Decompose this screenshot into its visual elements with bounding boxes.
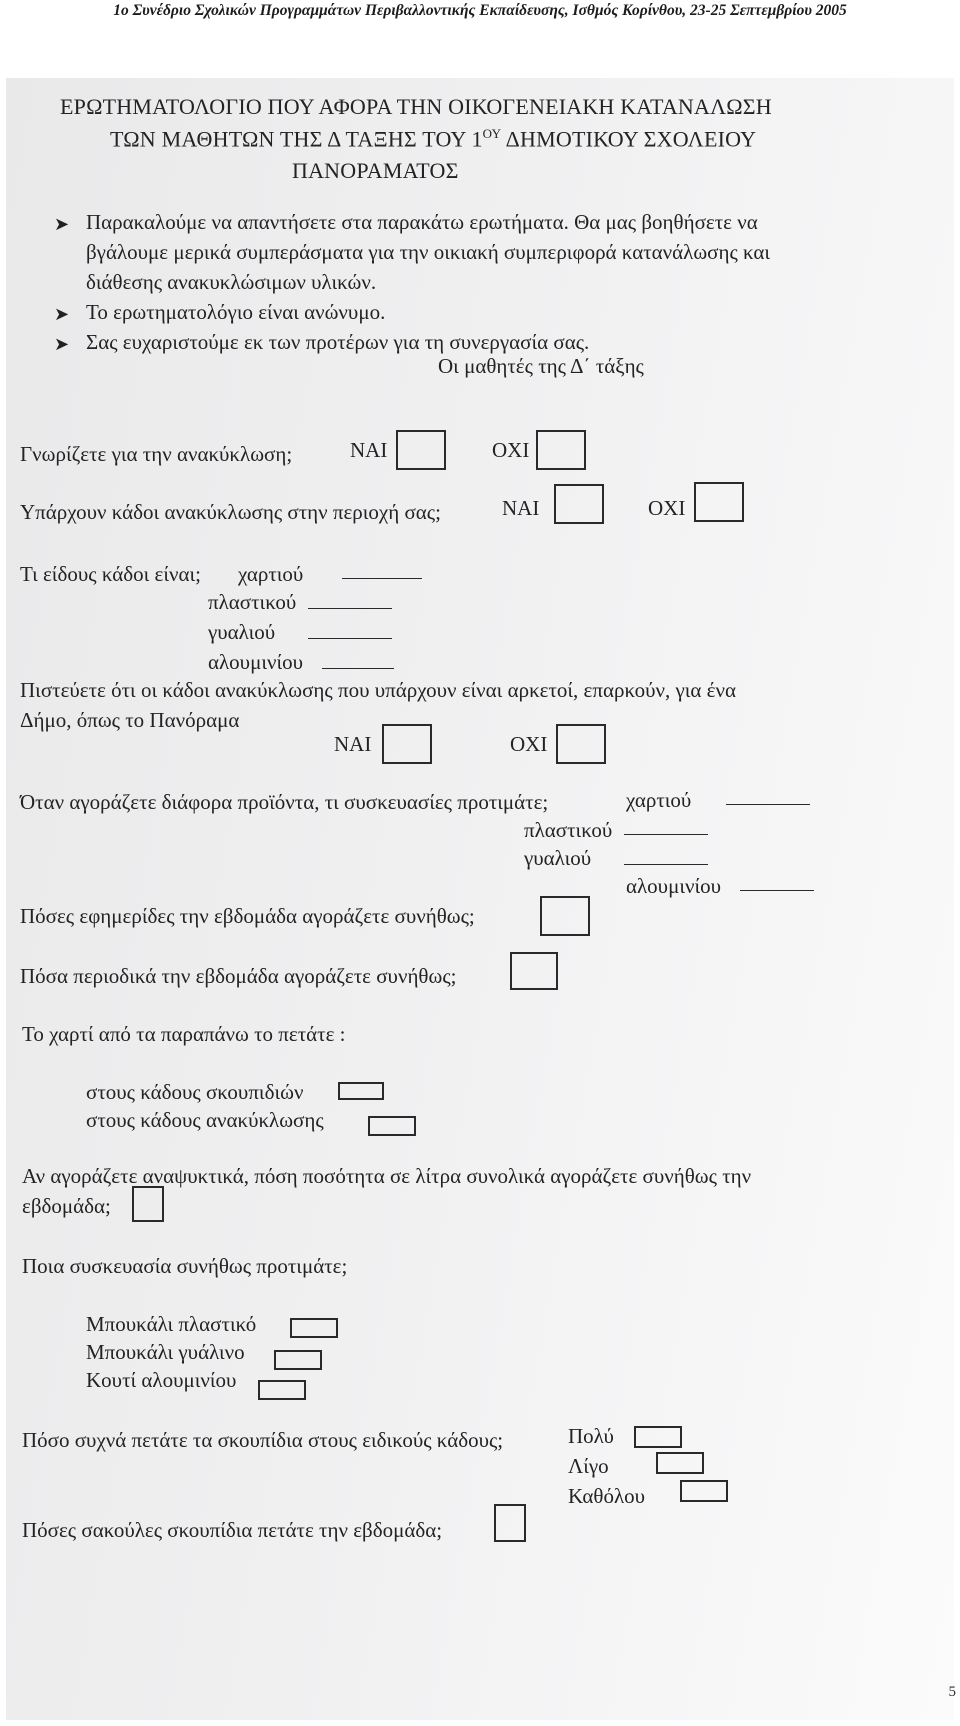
q9-line-2: εβδομάδα; [22, 1194, 111, 1218]
q1-yes-label: ΝΑΙ [350, 438, 388, 462]
q7-answer-box[interactable] [510, 952, 558, 990]
q4-yes-checkbox[interactable] [382, 724, 432, 764]
q4-no-label: ΟΧΙ [510, 732, 548, 756]
q9-line-1: Αν αγοράζετε αναψυκτικά, πόση ποσότητα σε λίτρα συνολικά αγοράζετε συνήθως την [22, 1164, 752, 1188]
q4-line-1: Πιστεύετε ότι οι κάδοι ανακύκλωσης που υπάρχουν είναι αρκετοί, επαρκούν, για ένα [20, 678, 736, 702]
q3-label: Τι είδους κάδοι είναι; [20, 562, 201, 586]
q8-label: Το χαρτί από τα παραπάνω το πετάτε : [22, 1022, 346, 1046]
q11-never-checkbox[interactable] [680, 1480, 728, 1502]
q4-yes-label: ΝΑΙ [334, 732, 372, 756]
q6-answer-box[interactable] [540, 896, 590, 936]
q5-glass-answer-line[interactable] [624, 864, 708, 865]
arrow-bullet-icon: ➤ [54, 214, 70, 234]
q8-recycling-checkbox[interactable] [368, 1116, 416, 1136]
q11-option-never: Καθόλου [568, 1484, 646, 1508]
q10-option-aluminium-can: Κουτί αλουμινίου [86, 1368, 237, 1392]
intro-signature: Οι μαθητές της Δ΄ τάξης [438, 354, 644, 378]
q5-plastic-answer-line[interactable] [624, 834, 708, 835]
q3-glass-answer-line[interactable] [308, 638, 392, 639]
q5-option-glass: γυαλιού [524, 846, 592, 870]
q9-answer-box[interactable] [132, 1186, 164, 1222]
q12-answer-box[interactable] [494, 1504, 526, 1542]
q10-glass-bottle-checkbox[interactable] [274, 1350, 322, 1370]
conference-header: 1ο Συνέδριο Σχολικών Προγραμμάτων Περιβαλλοντικής Εκπαίδευσης, Ισθμός Κορίνθου, 23-25 Σεπτεμβρίου 2005 [113, 2, 847, 19]
arrow-bullet-icon: ➤ [54, 304, 70, 324]
q3-plastic-answer-line[interactable] [308, 608, 392, 609]
q5-label: Όταν αγοράζετε διάφορα προϊόντα, τι συσκευασίες προτιμάτε; [20, 790, 549, 814]
q3-option-plastic: πλαστικού [208, 590, 297, 614]
q4-no-checkbox[interactable] [556, 724, 606, 764]
q11-option-little: Λίγο [568, 1454, 609, 1478]
q11-little-checkbox[interactable] [656, 1452, 704, 1474]
q2-no-label: ΟΧΙ [648, 496, 686, 520]
intro-anonymous: Το ερωτηματολόγιο είναι ανώνυμο. [86, 300, 386, 324]
page-number: 5 [948, 1684, 956, 1700]
q3-paper-answer-line[interactable] [342, 578, 422, 579]
q5-paper-answer-line[interactable] [726, 804, 810, 805]
q11-option-often: Πολύ [568, 1424, 614, 1448]
q5-aluminium-answer-line[interactable] [740, 890, 814, 891]
title-line-1: ΕΡΩΤΗΜΑΤΟΛΟΓΙΟ ΠΟΥ ΑΦΟΡΑ ΤΗΝ ΟΙΚΟΓΕΝΕΙΑΚΗ ΚΑΤΑΝΑΛΩΣΗ [60, 94, 772, 119]
q2-yes-checkbox[interactable] [554, 484, 604, 524]
q1-label: Γνωρίζετε για την ανακύκλωση; [20, 442, 293, 466]
q7-label: Πόσα περιοδικά την εβδομάδα αγοράζετε συνήθως; [20, 964, 457, 988]
q10-option-plastic-bottle: Μπουκάλι πλαστικό [86, 1312, 257, 1336]
q10-aluminium-can-checkbox[interactable] [258, 1380, 306, 1400]
intro-line-1: Παρακαλούμε να απαντήσετε στα παρακάτω ερωτήματα. Θα μας βοηθήσετε να [86, 210, 758, 234]
q3-aluminium-answer-line[interactable] [322, 668, 394, 669]
q2-no-checkbox[interactable] [694, 482, 744, 522]
q8-trash-checkbox[interactable] [338, 1082, 384, 1100]
q5-option-plastic: πλαστικού [524, 818, 613, 842]
q11-often-checkbox[interactable] [634, 1426, 682, 1448]
q1-no-checkbox[interactable] [536, 430, 586, 470]
q3-option-paper: χαρτιού [238, 562, 304, 586]
q10-label: Ποια συσκευασία συνήθως προτιμάτε; [22, 1254, 348, 1278]
intro-line-3: διάθεσης ανακυκλώσιμων υλικών. [86, 270, 377, 294]
q8-option-recycling: στους κάδους ανακύκλωσης [86, 1108, 324, 1132]
scanned-questionnaire [6, 78, 954, 1720]
intro-thanks: Σας ευχαριστούμε εκ των προτέρων για τη συνεργασία σας. [86, 330, 590, 354]
q5-option-paper: χαρτιού [626, 788, 692, 812]
q12-label: Πόσες σακούλες σκουπίδια πετάτε την εβδομάδα; [22, 1518, 443, 1542]
title-line-3: ΠΑΝΟΡΑΜΑΤΟΣ [292, 158, 459, 183]
q2-label: Υπάρχουν κάδοι ανακύκλωσης στην περιοχή σας; [20, 500, 441, 524]
q3-option-aluminium: αλουμινίου [208, 650, 304, 674]
arrow-bullet-icon: ➤ [54, 334, 70, 354]
q5-option-aluminium: αλουμινίου [626, 874, 722, 898]
q2-yes-label: ΝΑΙ [502, 496, 540, 520]
q1-yes-checkbox[interactable] [396, 430, 446, 470]
q1-no-label: ΟΧΙ [492, 438, 530, 462]
q3-option-glass: γυαλιού [208, 620, 276, 644]
q10-plastic-bottle-checkbox[interactable] [290, 1318, 338, 1338]
q4-line-2: Δήμο, όπως το Πανόραμα [20, 708, 240, 732]
q6-label: Πόσες εφημερίδες την εβδομάδα αγοράζετε συνήθως; [20, 904, 475, 928]
q8-option-trash: στους κάδους σκουπιδιών [86, 1080, 304, 1104]
q11-label: Πόσο συχνά πετάτε τα σκουπίδια στους ειδικούς κάδους; [22, 1428, 504, 1452]
title-line-2: ΤΩΝ ΜΑΘΗΤΩΝ ΤΗΣ Δ ΤΑΞΗΣ ΤΟΥ $1^{O\Upsilon}$ ΔΗΜΟΤΙΚΟΥ ΣΧΟΛΕΙΟΥ [110, 126, 757, 152]
intro-line-2: βγάλουμε μερικά συμπεράσματα για την οικιακή συμπεριφορά κατανάλωσης και [86, 240, 771, 264]
q10-option-glass-bottle: Μπουκάλι γυάλινο [86, 1340, 245, 1364]
